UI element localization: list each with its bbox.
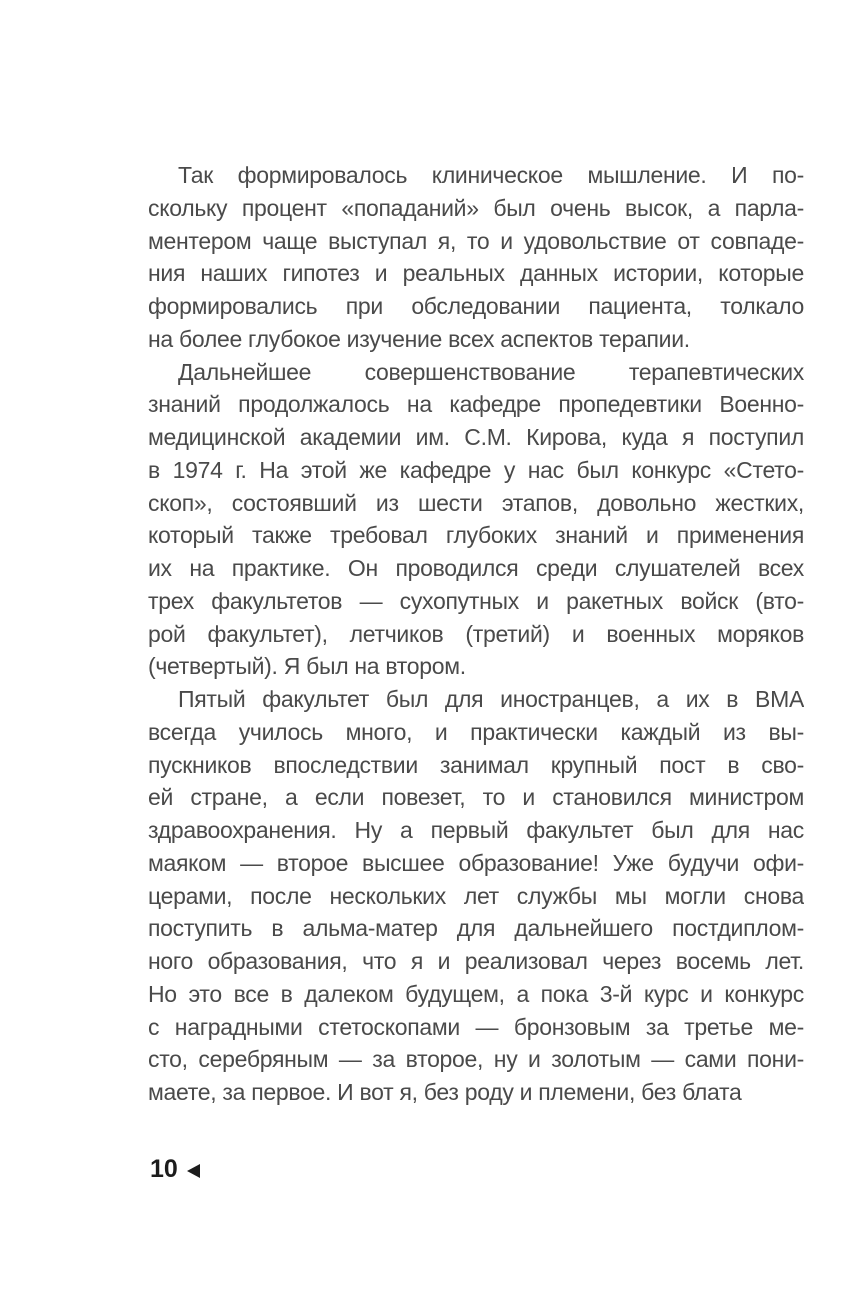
text-line: ния наших гипотез и реальных данных истории, которые	[148, 260, 804, 287]
text-line: всегда училось много, и практически каждый из вы-	[148, 718, 804, 745]
text-line: ного образования, что я и реализовал через восемь лет.	[148, 948, 804, 974]
body-text	[148, 159, 804, 1109]
text-line: Так формировалось клиническое мышление. И по-	[178, 162, 804, 188]
text-line: Дальнейшее совершенствование терапевтических	[178, 358, 804, 385]
text-line: пускников впоследствии занимал крупный пост в сво-	[148, 751, 804, 778]
left-triangle-icon	[187, 1164, 200, 1178]
text-line: здравоохранения. Ну а первый факультет был для нас	[148, 817, 804, 843]
page-footer	[150, 1155, 200, 1184]
text-line: маете, за первое. И вот я, без роду и племени, без блата	[148, 1079, 742, 1105]
text-line: скольку процент «попаданий» был очень высок, а парла-	[148, 194, 804, 221]
text-line: который также требовал глубоких знаний и применения	[148, 522, 804, 549]
text-line: Пятый факультет был для иностранцев, а их в ВМА	[178, 686, 804, 712]
text-line: ментером чаще выступал я, то и удовольствие от совпаде-	[148, 227, 804, 254]
page-number: 10	[150, 1155, 178, 1183]
text-line: медицинской академии им. С.М. Кирова, куда я поступил	[148, 424, 804, 450]
text-line: трех факультетов — сухопутных и ракетных войск (вто-	[148, 587, 804, 614]
text-line: с наградными стетоскопами — бронзовым за третье ме-	[148, 1013, 804, 1040]
text-line: скоп», состоявший из шести этапов, довольно жестких,	[148, 489, 804, 516]
text-line: маяком — второе высшее образование! Уже будучи офи-	[148, 849, 804, 876]
text-line: (четвертый). Я был на втором.	[148, 653, 466, 680]
text-line: их на практике. Он проводился среди слушателей всех	[148, 555, 804, 581]
text-line: знаний продолжалось на кафедре пропедевтики Военно-	[148, 391, 804, 418]
text-line: в 1974 г. На этой же кафедре у нас был конкурс «Стето-	[148, 456, 804, 483]
text-line: формировались при обследовании пациента, толкало	[148, 293, 804, 319]
text-line: ей стране, а если повезет, то и становился министром	[148, 784, 804, 811]
text-line: на более глубокое изучение всех аспектов терапии.	[148, 325, 690, 352]
text-line: Но это все в далеком будущем, а пока 3-й курс и конкурс	[148, 980, 804, 1007]
text-line: церами, после нескольких лет службы мы могли снова	[148, 882, 804, 909]
text-line: рой факультет), летчиков (третий) и военных моряков	[148, 620, 804, 647]
text-line: поступить в альма-матер для дальнейшего постдиплом-	[148, 915, 804, 942]
text-line: сто, серебряным — за второе, ну и золотым — сами пони-	[148, 1046, 804, 1073]
